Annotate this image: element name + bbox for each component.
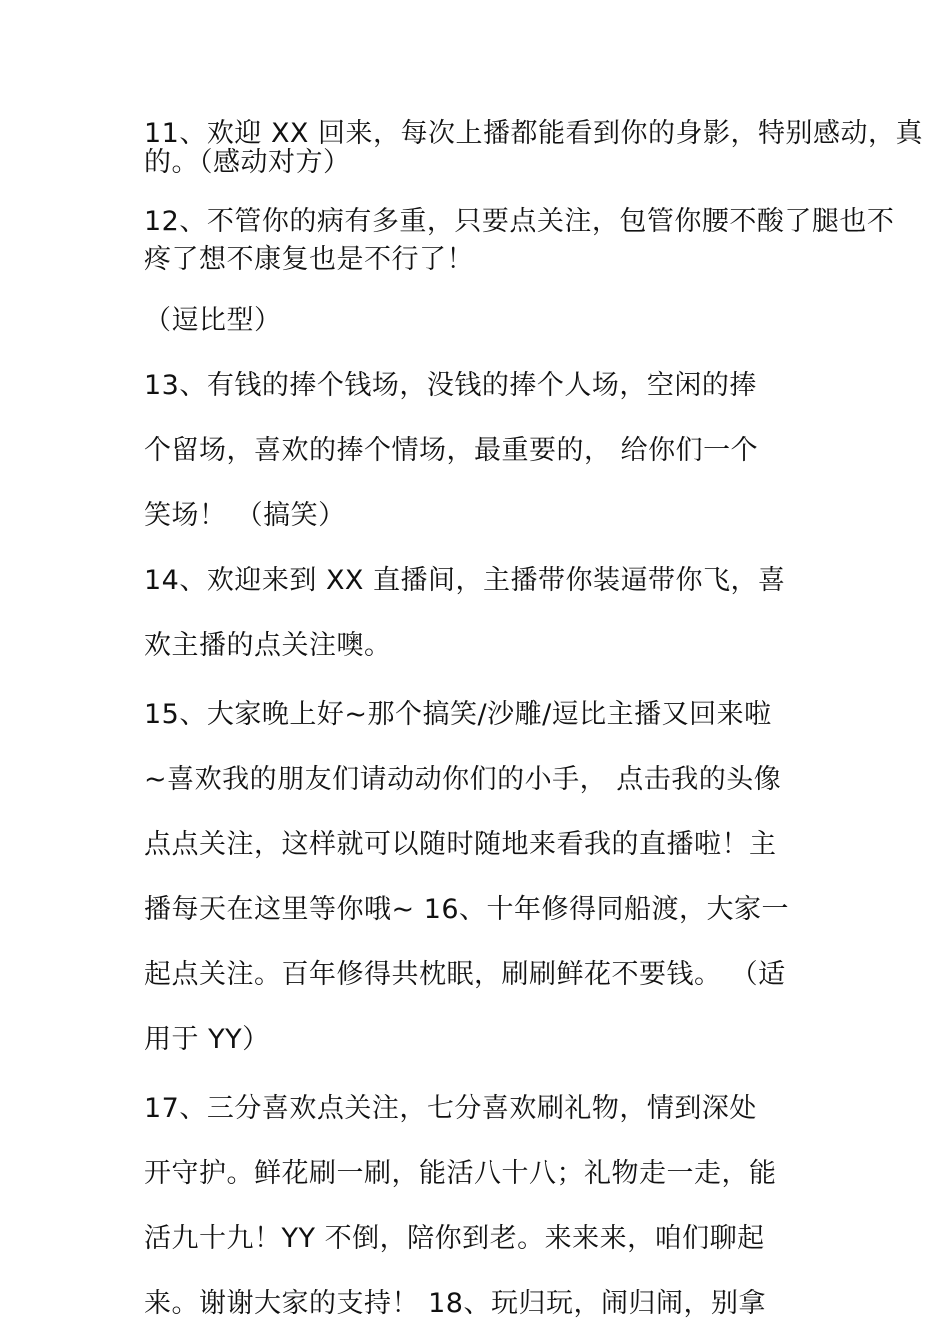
text-line: 笑场！ （搞笑） (144, 500, 346, 531)
text-line: 播每天在这里等你哦~ 16、十年修得同船渡，大家一 (144, 894, 790, 925)
text-line: 11、欢迎 XX 回来，每次上播都能看到你的身影，特别感动，真 (144, 118, 924, 149)
text-line: 起点关注。百年修得共枕眠，刷刷鲜花不要钱。 （适 (144, 959, 786, 990)
text-line: 来。谢谢大家的支持！ 18、玩归玩，闹归闹，别拿 (144, 1288, 766, 1319)
text-line: 17、三分喜欢点关注，七分喜欢刷礼物，情到深处 (144, 1093, 757, 1124)
text-line: 个留场，喜欢的捧个情场，最重要的， 给你们一个 (144, 435, 759, 466)
text-line: 15、大家晚上好~那个搞笑/沙雕/逗比主播又回来啦 (144, 699, 772, 730)
text-line: 疼了想不康复也是不行了！ (144, 244, 474, 275)
text-line: 13、有钱的捧个钱场，没钱的捧个人场，空闲的捧 (144, 370, 757, 401)
text-line: 用于 YY） (144, 1024, 270, 1055)
text-line: ~喜欢我的朋友们请动动你们的小手， 点击我的头像 (144, 764, 782, 795)
text-line: 的。（感动对方） (144, 147, 351, 178)
text-line: （逗比型） (144, 305, 282, 336)
text-line: 开守护。鲜花刷一刷，能活八十八；礼物走一走，能 (144, 1158, 777, 1189)
text-line: 欢主播的点关注噢。 (144, 630, 392, 661)
text-line: 活九十九！YY 不倒，陪你到老。来来来，咱们聊起 (144, 1223, 765, 1254)
text-line: 点点关注，这样就可以随时随地来看我的直播啦！主 (144, 829, 777, 860)
text-line: 12、不管你的病有多重，只要点关注，包管你腰不酸了腿也不 (144, 206, 895, 237)
text-line: 14、欢迎来到 XX 直播间，主播带你装逼带你飞，喜 (144, 565, 786, 596)
